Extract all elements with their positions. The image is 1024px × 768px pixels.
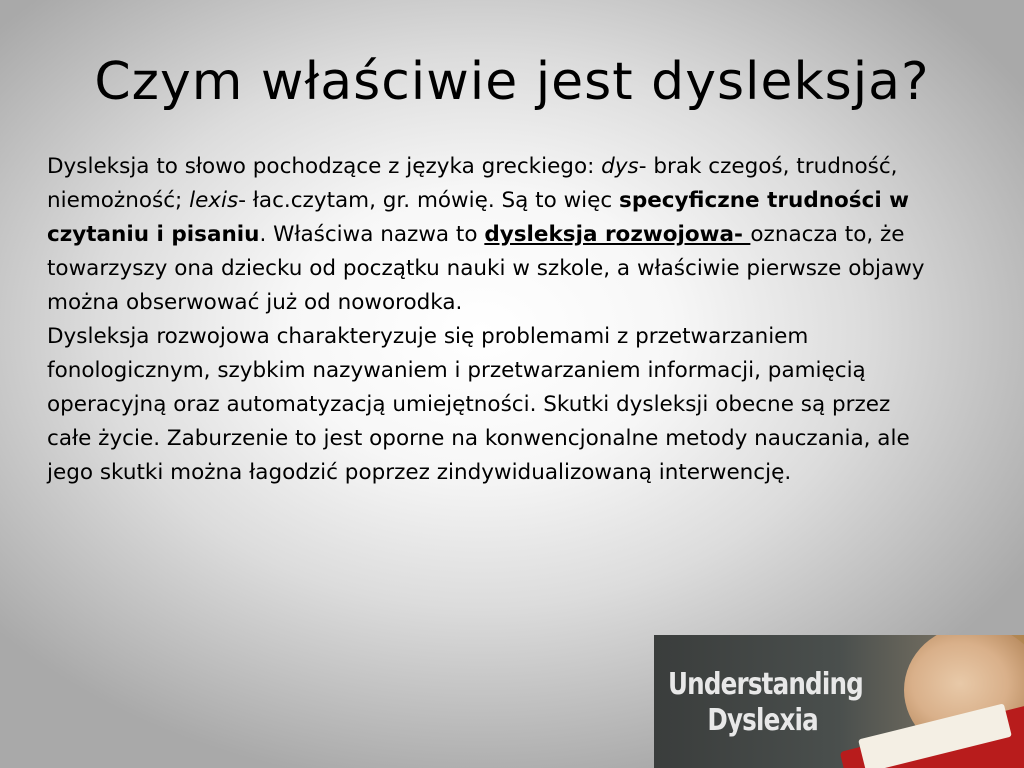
text-run: - łac.czytam, gr. mówię. Są to więc bbox=[238, 188, 620, 213]
understanding-dyslexia-image bbox=[654, 635, 1024, 768]
slide-title: Czym właściwie jest dysleksja? bbox=[94, 52, 930, 112]
text-run: . Właściwa nazwa to bbox=[259, 222, 485, 247]
term-dys: dys bbox=[601, 154, 639, 179]
text-run: oznacza to, że towarzyszy ona dziecku od początku nauki w szkole, a właściwie pierwsze objawy można obserwować już od noworodka. bbox=[47, 222, 925, 315]
paragraph-definition bbox=[47, 150, 927, 320]
image-caption-line2: Dyslexia bbox=[707, 703, 818, 738]
body-text bbox=[47, 150, 927, 490]
paragraph-characteristics: Dysleksja rozwojowa charakteryzuje się problemami z przetwarzaniem fonologicznym, szybkim nazywaniem i przetwarzaniem informacji, pamięcią operacyjną oraz automatyzacją umiejętności. Skutki dysleksji obecne są przez całe życie. Zaburzenie to jest oporne na konwencjonalne metody nauczania, ale jego skutki można łagodzić poprzez zindywidualizowaną interwencję. bbox=[47, 324, 910, 485]
term-developmental-dyslexia: dysleksja rozwojowa- bbox=[484, 222, 751, 247]
text-run: - brak czegoś, trudność, niemożność; bbox=[47, 154, 898, 213]
image-caption bbox=[668, 667, 863, 739]
text-run: Dysleksja to słowo pochodzące z języka greckiego: bbox=[47, 154, 602, 179]
emphasis-specific-difficulties: specyficzne trudności w czytaniu i pisaniu bbox=[47, 188, 910, 247]
image-caption-line1: Understanding bbox=[668, 667, 863, 702]
term-lexis: lexis bbox=[189, 188, 239, 213]
